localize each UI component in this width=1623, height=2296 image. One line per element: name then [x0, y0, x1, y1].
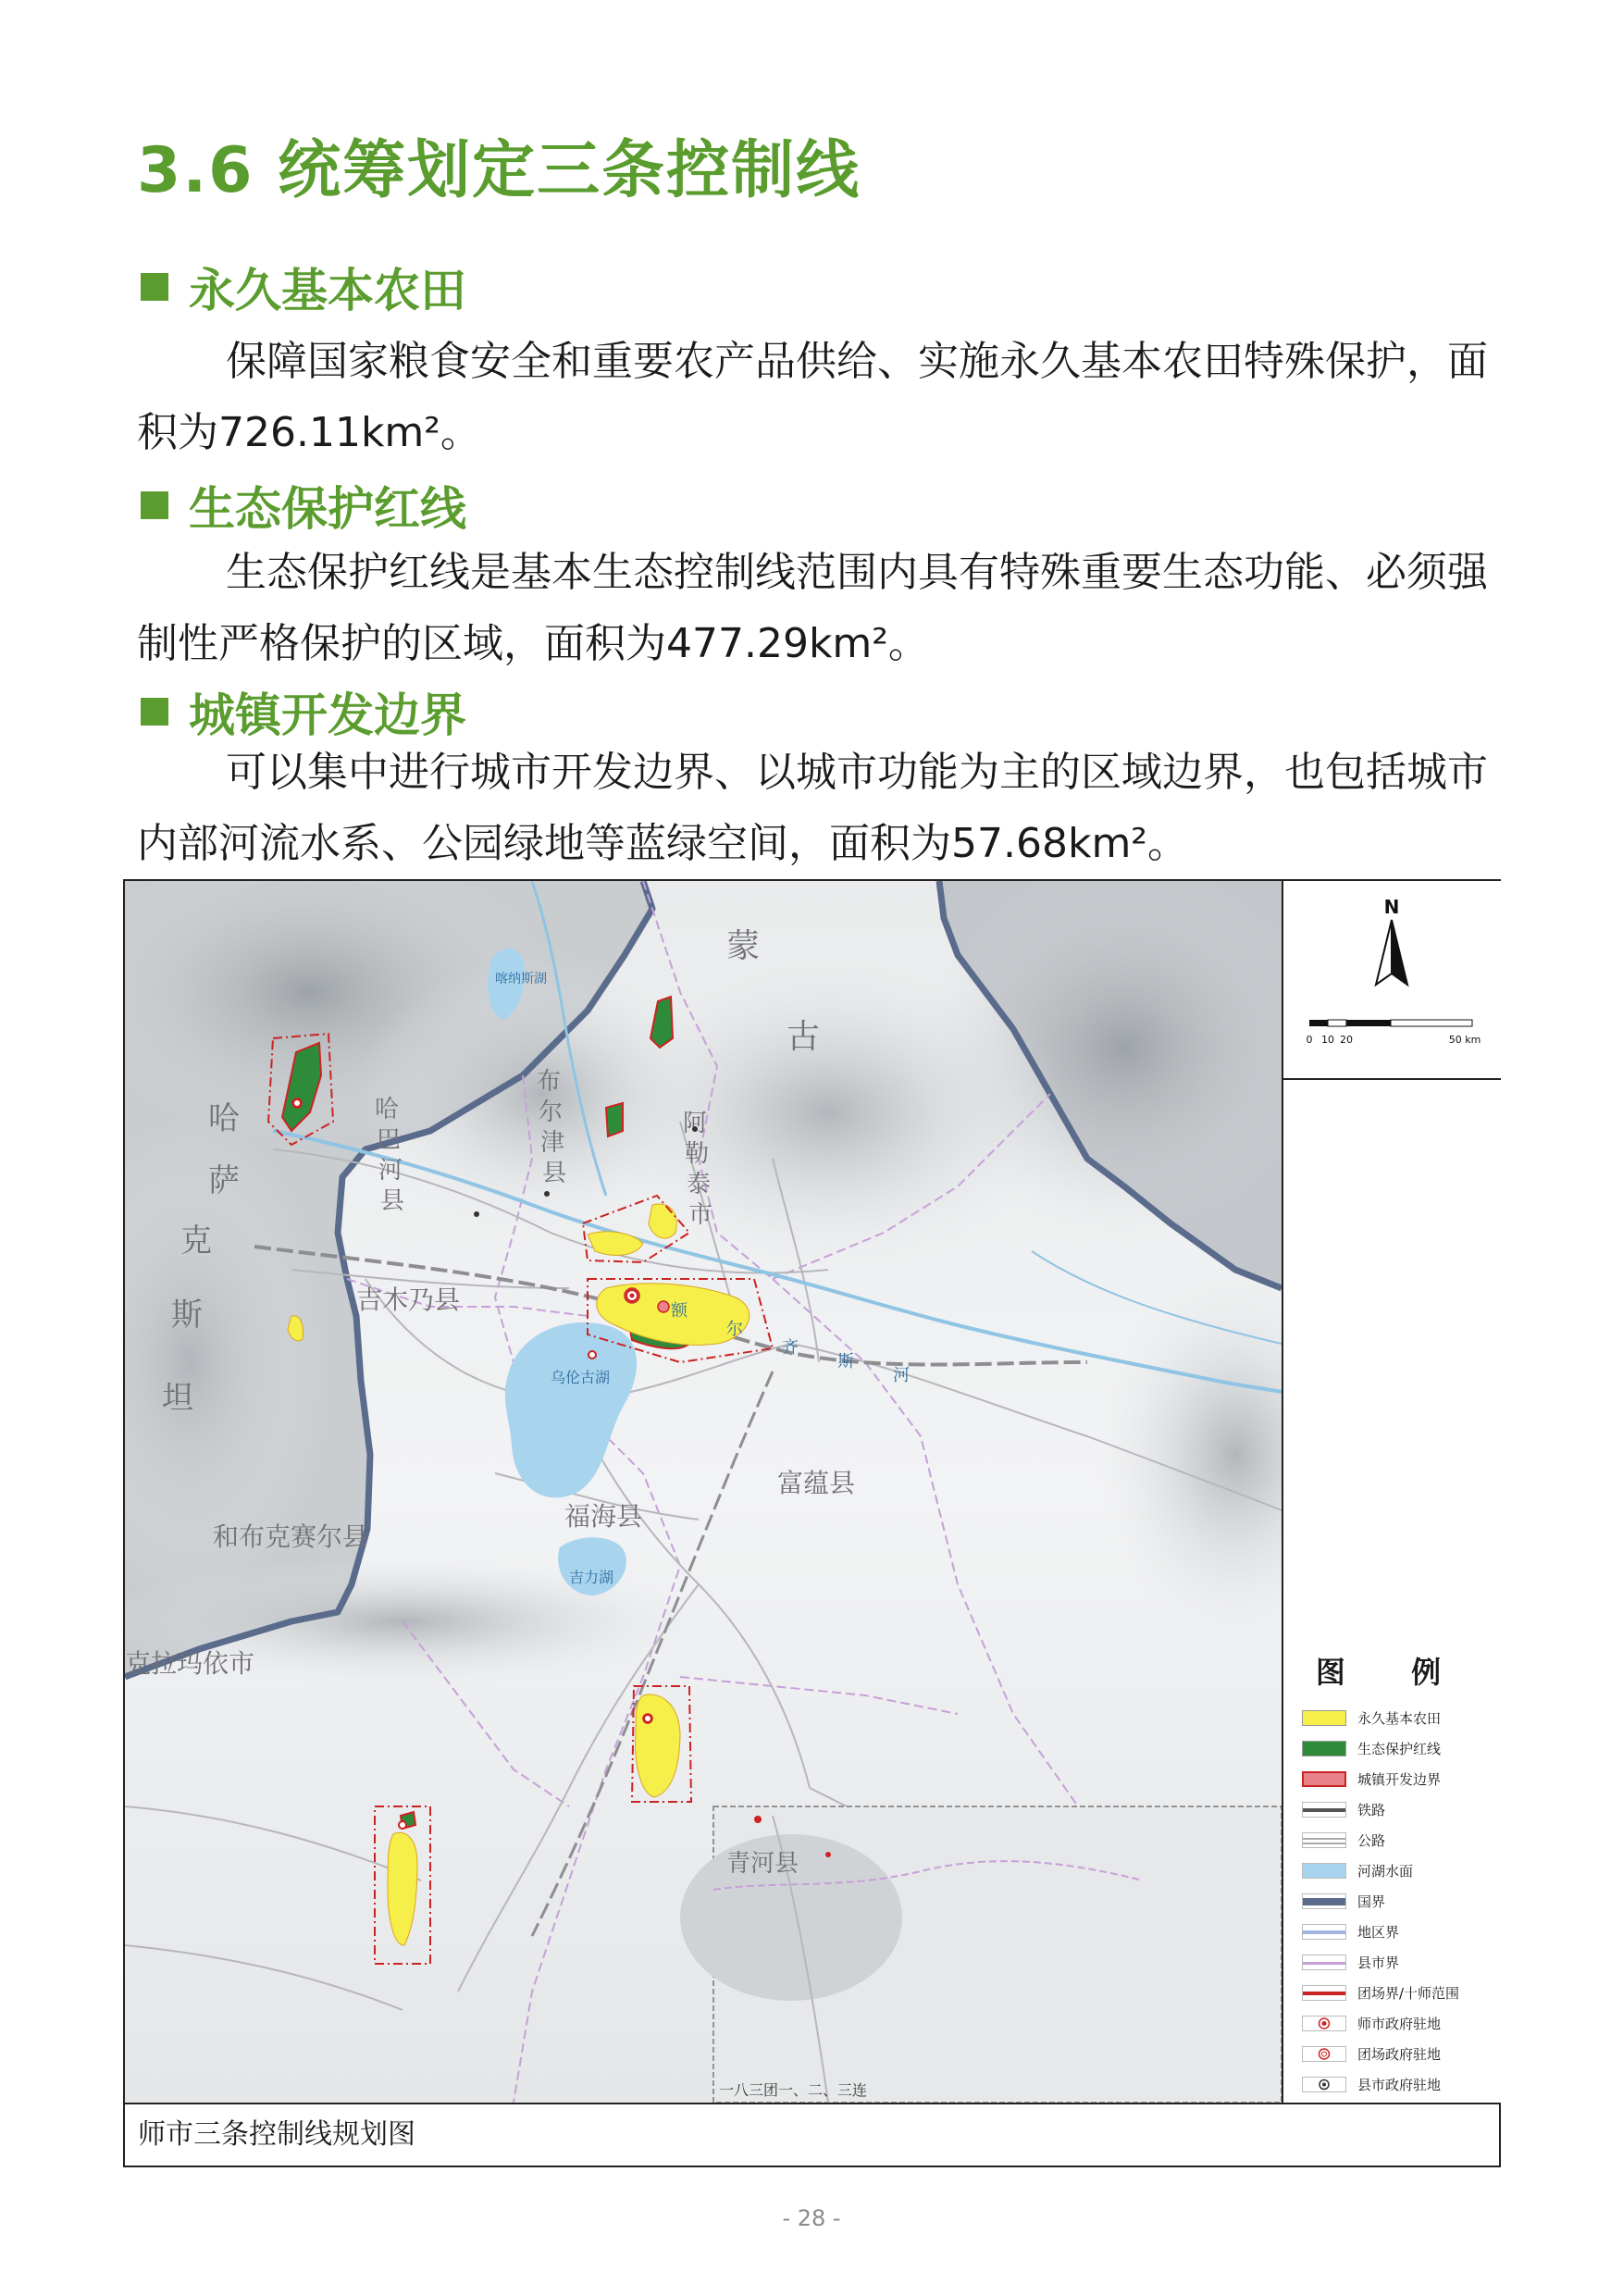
- section-heading-farmland: [141, 254, 466, 320]
- regiment-border-line-icon: [1302, 1985, 1346, 2001]
- north-label: N: [1383, 896, 1400, 918]
- yellow-fill-icon: [1302, 1710, 1346, 1726]
- road-line-icon: [1302, 1832, 1346, 1848]
- green-fill-icon: [1302, 1741, 1346, 1756]
- legend-item-road: [1302, 1825, 1496, 1855]
- altay-city-label: 泰: [687, 1171, 712, 1198]
- altay-city-label: 勒: [685, 1140, 710, 1168]
- ulungur-lake-label: 乌伦古湖: [551, 1369, 611, 1386]
- section-heading-urban: [141, 678, 466, 745]
- scale-tick-label: 20: [1340, 1034, 1353, 1046]
- legend-label: 公路: [1357, 1832, 1386, 1849]
- page-title: 3.6 统筹划定三条控制线: [137, 134, 861, 207]
- national-border-line-icon: [1302, 1893, 1346, 1909]
- legend-item-county-border: [1302, 1947, 1496, 1978]
- section-body-ecology: 生态保护红线是基本生态控制线范围内具有特殊重要生态功能、必须强制性严格保护的区域，面积为477.29km²。: [137, 549, 1488, 667]
- mongolia-label: 古: [787, 1018, 821, 1056]
- fuyun-county-label: 富蕴县: [777, 1468, 856, 1498]
- square-bullet-icon: [141, 273, 168, 301]
- kazakhstan-label: 哈: [208, 1100, 240, 1137]
- water-fill-icon: [1302, 1863, 1346, 1879]
- legend-item-national-border: [1302, 1886, 1496, 1917]
- north-arrow-and-scale: [1283, 881, 1501, 1080]
- legend-label: 团场界/十师范围: [1357, 1985, 1460, 2002]
- square-bullet-icon: [141, 698, 168, 726]
- jili-lake-label: 吉力湖: [569, 1569, 614, 1586]
- legend-item-regiment-seat: [1302, 2039, 1496, 2069]
- irtysh-river-label: 河: [893, 1366, 910, 1385]
- irtysh-river-label: 额: [671, 1301, 688, 1321]
- section-heading-ecology: [141, 472, 466, 539]
- legend-item-urban: [1302, 1764, 1496, 1794]
- legend-label: 城镇开发边界: [1357, 1771, 1442, 1788]
- kazakhstan-label: 克: [180, 1222, 212, 1260]
- map-side-panel: [1282, 881, 1501, 2103]
- habahe-county-label: 巴: [377, 1126, 402, 1154]
- legend-label: 国界: [1357, 1893, 1386, 1910]
- scale-bar: [1307, 1020, 1481, 1046]
- section-heading-text: 城镇开发边界: [189, 689, 466, 742]
- legend-item-county-seat: [1302, 2069, 1496, 2100]
- regiment-seat-marker-icon: [1302, 2046, 1346, 2062]
- burqin-county-label: 津: [540, 1129, 565, 1157]
- legend-label: 地区界: [1357, 1924, 1400, 1941]
- legend-item-railway: [1302, 1794, 1496, 1825]
- legend-item-regiment-border: [1302, 1978, 1496, 2008]
- section-body-farmland: 保障国家粮食安全和重要农产品供给、实施永久基本农田特殊保护，面积为726.11km²。: [137, 338, 1488, 456]
- kanas-lake-label: 喀纳斯湖: [495, 972, 547, 987]
- section-heading-text: 永久基本农田: [189, 264, 466, 317]
- legend-item-division-seat: [1302, 2008, 1496, 2039]
- scale-tick-label: 0: [1306, 1034, 1313, 1046]
- legend-label: 师市政府驻地: [1357, 2016, 1442, 2032]
- county-border-line-icon: [1302, 1955, 1346, 1970]
- fuhai-county-label: 福海县: [564, 1501, 643, 1532]
- planning-map-figure: [123, 879, 1501, 2167]
- legend-label: 团场政府驻地: [1357, 2046, 1442, 2063]
- map-caption: 师市三条控制线规划图: [125, 2103, 1501, 2167]
- legend-label: 县市政府驻地: [1357, 2077, 1442, 2093]
- scale-tick-label: 10: [1321, 1034, 1334, 1046]
- legend-item-ecology: [1302, 1733, 1496, 1764]
- irtysh-river-label: 斯: [837, 1352, 854, 1371]
- red-outline-fill-icon: [1302, 1771, 1346, 1787]
- inset-caption: 一八三团一、二、三连: [719, 2081, 868, 2099]
- qinghe-county-label: 青河县: [726, 1850, 799, 1878]
- kazakhstan-label: 斯: [171, 1297, 203, 1334]
- legend-label: 铁路: [1357, 1802, 1386, 1818]
- altay-city-label: 阿: [683, 1110, 708, 1137]
- section-body-urban: 可以集中进行城市开发边界、以城市功能为主的区域边界，也包括城市内部河流水系、公园绿地等蓝绿空间，面积为57.68km²。: [137, 749, 1488, 867]
- county-seat-marker-icon: [1302, 2077, 1346, 2092]
- jeminay-county-label: 吉木乃县: [356, 1285, 461, 1315]
- karamay-city-label: 克拉玛依市: [125, 1648, 255, 1679]
- map-canvas: [125, 881, 1282, 2103]
- legend-item-region-border: [1302, 1917, 1496, 1947]
- legend-title: 图 例: [1315, 1655, 1469, 1690]
- habahe-county-label: 县: [380, 1187, 405, 1215]
- kazakhstan-label: 萨: [208, 1162, 240, 1199]
- map-legend: [1302, 1703, 1496, 2100]
- kazakhstan-label: 坦: [162, 1380, 193, 1417]
- irtysh-river-label: 齐: [782, 1338, 799, 1358]
- irtysh-river-label: 尔: [726, 1320, 743, 1339]
- railway-line-icon: [1302, 1802, 1346, 1818]
- division-seat-marker-icon: [1302, 2016, 1346, 2031]
- altay-city-label: 市: [688, 1201, 713, 1229]
- north-arrow-icon: [1283, 881, 1501, 1078]
- map-area: [125, 881, 1282, 2103]
- legend-label: 河湖水面: [1357, 1863, 1414, 1880]
- square-bullet-icon: [141, 491, 168, 519]
- legend-label: 永久基本农田: [1357, 1710, 1442, 1727]
- scale-tick-label: 50 km: [1448, 1034, 1481, 1046]
- page-number: - 28 -: [782, 2205, 841, 2231]
- habahe-county-label: 哈: [375, 1096, 400, 1123]
- hoboksar-county-label: 和布克赛尔县: [213, 1521, 369, 1552]
- region-border-line-icon: [1302, 1924, 1346, 1940]
- burqin-county-label: 尔: [539, 1098, 564, 1126]
- section-heading-text: 生态保护红线: [189, 482, 466, 536]
- mongolia-label: 蒙: [726, 927, 761, 965]
- habahe-county-label: 河: [378, 1157, 403, 1185]
- legend-label: 生态保护红线: [1357, 1741, 1442, 1757]
- legend-item-water: [1302, 1855, 1496, 1886]
- burqin-county-label: 布: [537, 1068, 562, 1096]
- legend-item-farmland: [1302, 1703, 1496, 1733]
- legend-label: 县市界: [1357, 1955, 1400, 1971]
- burqin-county-label: 县: [542, 1160, 567, 1187]
